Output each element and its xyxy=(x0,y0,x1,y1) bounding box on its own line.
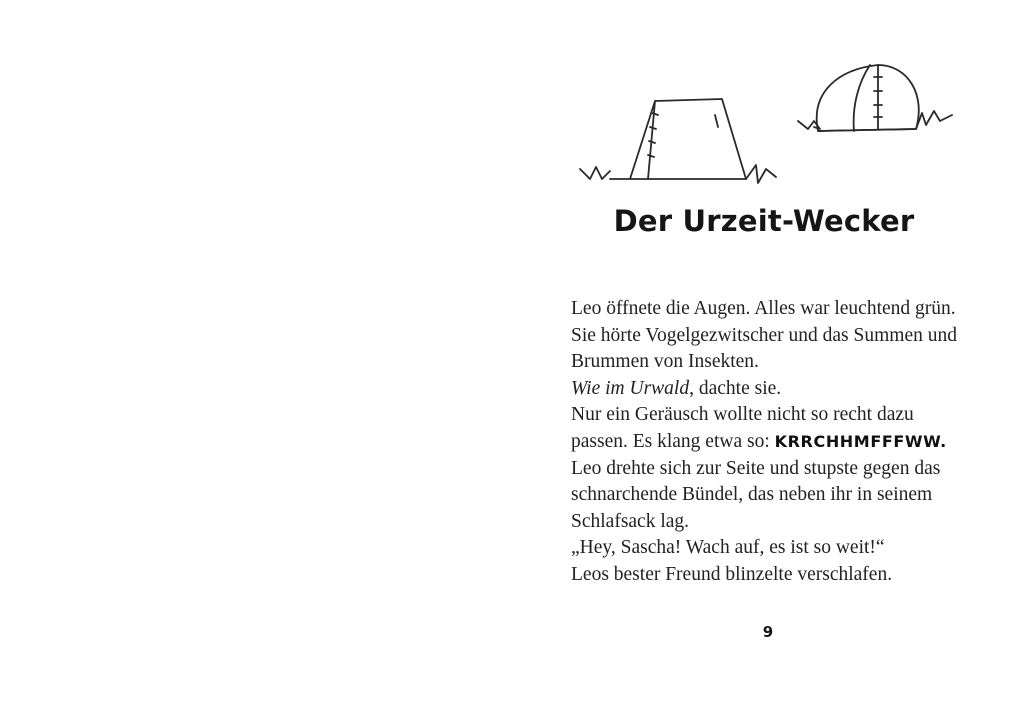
text-line xyxy=(571,376,971,403)
page-number: 9 xyxy=(762,623,774,641)
sound-effect: KRRCHHMFFFWW. xyxy=(774,431,947,451)
text-fragment: passen. Es klang etwa so: xyxy=(571,430,775,452)
tents-illustration xyxy=(570,55,960,195)
text-fragment: , dachte sie. xyxy=(689,377,782,399)
text-line: Leos bester Freund blinzelte verschlafen. xyxy=(571,563,893,585)
text-line: Leo öffnete die Augen. Alles war leuchtend grün. xyxy=(571,298,956,319)
chapter-body-text xyxy=(571,296,971,589)
text-line: Brummen von Insekten. xyxy=(571,351,759,373)
text-line: Schlafsack lag. xyxy=(571,510,690,532)
text-line: Sie hörte Vogelgezwitscher und das Summen und xyxy=(571,324,957,346)
text-line: Leo drehte sich zur Seite und stupste gegen das xyxy=(571,457,941,479)
text-line: „Hey, Sascha! Wach auf, es ist so weit!“ xyxy=(571,537,885,559)
text-line: Nur ein Geräusch wollte nicht so recht dazu xyxy=(571,404,914,426)
text-line: schnarchende Bündel, das neben ihr in seinem xyxy=(571,484,933,506)
a-frame-tent-drawing xyxy=(580,99,776,183)
italic-thought: Wie im Urwald xyxy=(571,377,690,399)
dome-tent-drawing xyxy=(798,65,952,131)
chapter-title: Der Urzeit-Wecker xyxy=(613,204,915,238)
text-line xyxy=(571,429,971,456)
